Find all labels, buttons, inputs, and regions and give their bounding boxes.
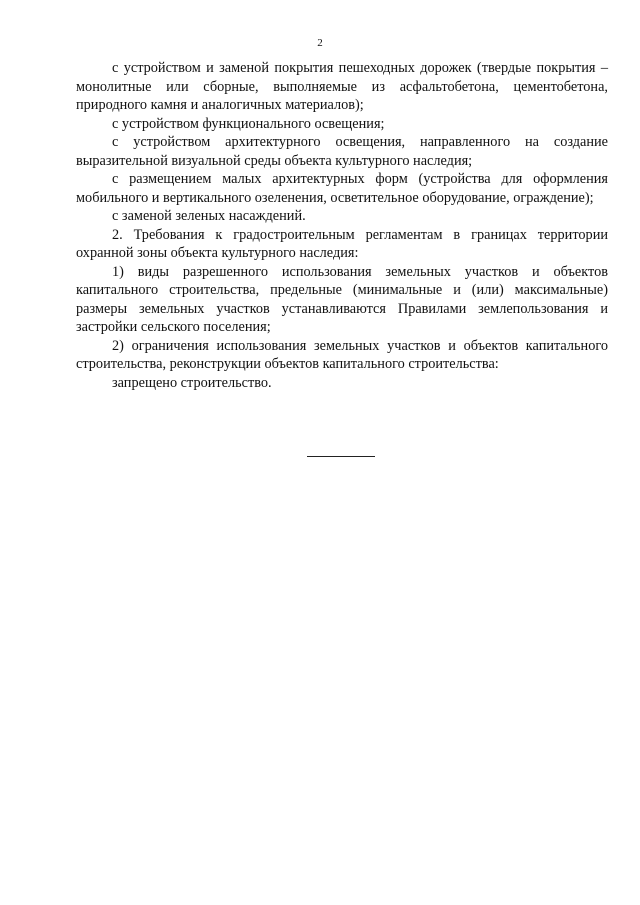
document-body [76, 59, 608, 392]
paragraph-functional-lighting: с устройством функционального освещения; [112, 115, 385, 132]
paragraph-requirements-heading: 2. Требования к градостроительным регламентам в границах территории охранной зоны объекта культурного наследия: [76, 226, 608, 261]
end-of-document-rule [307, 456, 375, 457]
paragraph-small-architectural-forms: с размещением малых архитектурных форм (устройства для оформления мобильного и вертикального озеленения, осветительное оборудование, ограждение); [76, 171, 608, 206]
paragraph-green-plantings: с заменой зеленых насаждений. [112, 208, 306, 224]
page-number: 2 [317, 37, 323, 49]
paragraph-pavement: с устройством и заменой покрытия пешеходных дорожек (твердые покрытия – монолитные или сборные, выполняемые из асфальтобетона, цементобетона, природного камня и аналогичных материалов); [76, 60, 608, 113]
paragraph-architectural-lighting: с устройством архитектурного освещения, направленного на создание выразительной визуальной среды объекта культурного наследия; [76, 134, 608, 169]
paragraph-permitted-use: 1) виды разрешенного использования земельных участков и объектов капитального строительства, предельные (минимальные и (или) максимальные) размеры земельных участков устанавливаются Правилами землепользования и застройки сельского поселения; [76, 263, 608, 335]
paragraph-construction-prohibited: запрещено строительство. [112, 374, 272, 391]
paragraph-use-restrictions: 2) ограничения использования земельных участков и объектов капитального строительства, реконструкции объектов капитального строительства: [76, 337, 608, 372]
